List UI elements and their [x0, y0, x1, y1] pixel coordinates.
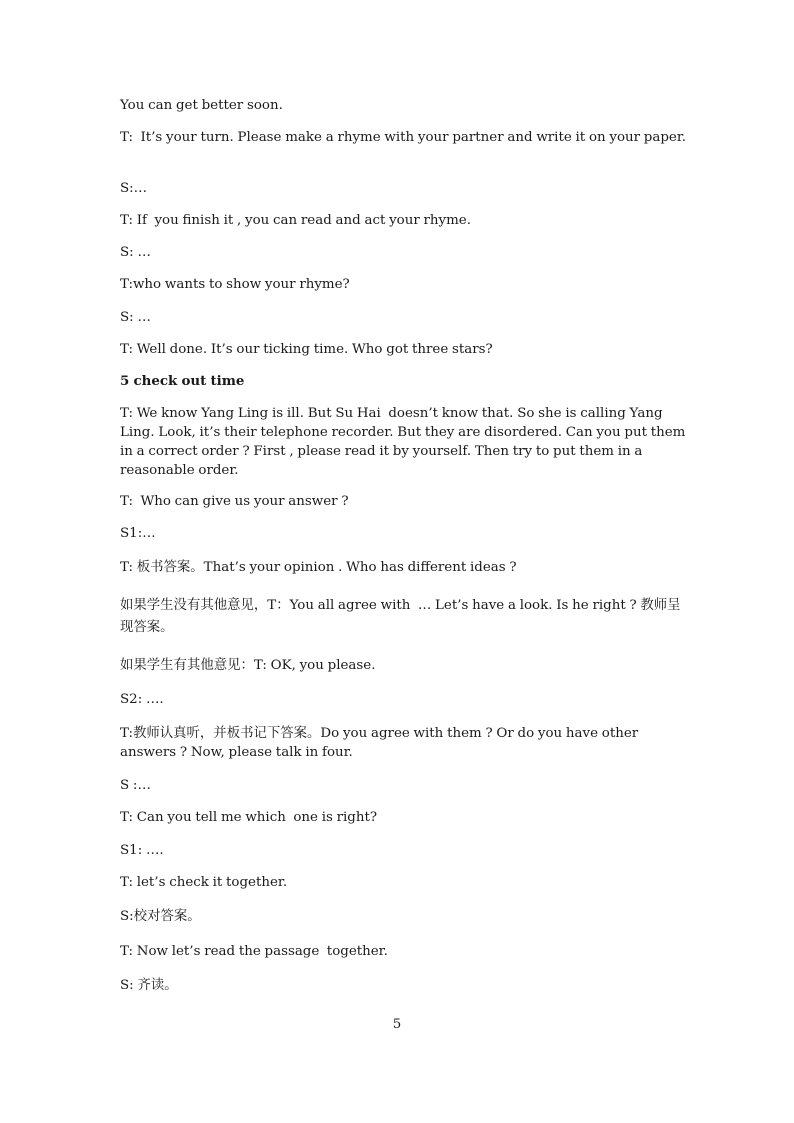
paragraph-23: S: 齐读。: [120, 978, 178, 993]
paragraph-5: S: …: [120, 245, 151, 260]
paragraph-22: T: Now let’s read the passage together.: [120, 944, 388, 959]
paragraph-2: T: It’s your turn. Please make a rhyme with your partner and write it on your paper.: [120, 130, 687, 145]
paragraph-4: T: If you finish it , you can read and act your rhyme.: [120, 213, 471, 228]
section-heading: 5 check out time: [120, 373, 245, 389]
paragraph-17: S :…: [120, 778, 151, 793]
paragraph-3: S:…: [120, 181, 148, 196]
paragraph-11: S1:…: [120, 526, 156, 541]
paragraph-20: T: let’s check it together.: [120, 875, 288, 890]
paragraph-8: T: Well done. It’s our ticking time. Who got three stars?: [120, 342, 493, 357]
page-number: 5: [392, 1017, 402, 1032]
paragraph-9: T: We know Yang Ling is ill. But Su Hai doesn’t know that. So she is calling Yang Ling. Look, it’s their telephone recorder. But they are disordered. Can you put them in a correct order ? First , please read it by yourself. Then try to put them in a reasonable order.: [120, 406, 690, 478]
paragraph-1: You can get better soon.: [120, 98, 283, 113]
paragraph-6: T:who wants to show your rhyme?: [120, 277, 350, 292]
paragraph-18: T: Can you tell me which one is right?: [120, 810, 378, 825]
paragraph-12: T: 板书答案。That’s your opinion . Who has different ideas ?: [120, 560, 517, 575]
paragraph-14: 如果学生有其他意见：T: OK, you please.: [120, 658, 376, 673]
paragraph-15: S2: ….: [120, 692, 164, 707]
paragraph-19: S1: ….: [120, 843, 164, 858]
paragraph-7: S: …: [120, 310, 151, 325]
paragraph-10: T: Who can give us your answer ?: [120, 494, 349, 509]
paragraph-16: T:教师认真听，并板书记下答案。Do you agree with them ? Or do you have other answers ? Now, please talk in four.: [120, 726, 642, 760]
paragraph-13: 如果学生没有其他意见，T：You all agree with … Let’s have a look. Is he right ? 教师呈现答案。: [120, 598, 681, 635]
paragraph-21: S:校对答案。: [120, 909, 201, 924]
